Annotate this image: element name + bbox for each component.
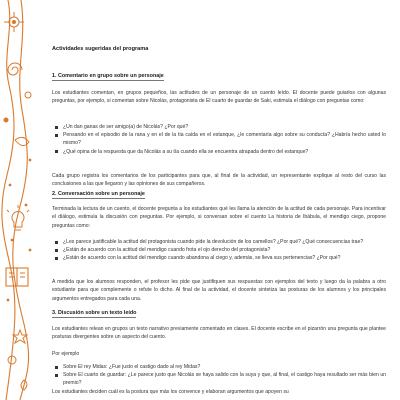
section-1-intro: Los estudiantes comentan, en grupos pequeños, las actitudes de un personaje de un cuento leído. El docente puede guiarlos con algunas preguntas, por ejemplo, si comentan sobre Nicolás, protagonista de El cuarto de guardar de Saki, estimula el diálogo con preguntas como: <box>52 90 386 105</box>
section-1-questions <box>52 123 386 156</box>
doodle-flower-icon <box>4 12 24 32</box>
section-1-closing: Cada grupo registra los comentarios de los participantes para que, al final de la actividad, un representante explique al resto del curso las conclusiones a las que llegaron y las opiniones de sus compañeros. <box>52 173 386 188</box>
section-3-questions <box>52 363 386 388</box>
decorative-border <box>0 0 40 400</box>
list-item: ¿Un dan ganas de ser amigo(a) de Nicolás? ¿Por qué? <box>52 123 386 131</box>
section-2-intro: Terminada la lectura de un cuento, el docente pregunta a los estudiantes qué les llama la atención de la actitud de cada personaje. Para incentivar el diálogo, estimula la discusión con preguntas. Por ejemplo, si conversan sobre el cuento La historia de Ibábula, el mendigo ciego, propone preguntas como: <box>52 206 386 229</box>
section-2-questions <box>52 238 386 263</box>
list-item: ¿Qué opina de la respuesta que da Nicolás a su tía cuando ella se encuentra atrapada dentro del estanque? <box>52 148 386 156</box>
doodle-book-icon <box>6 268 28 286</box>
doodle-lightbulb-icon <box>7 205 29 230</box>
section-heading-1: 1. Comentario en grupo sobre un personaje <box>52 73 164 79</box>
section-3-closing: Los estudiantes deciden cuál es la postura que más los convence y elaboran argumentos que apoyen su <box>52 389 289 395</box>
list-item: Sobre El cuarto de guardar: ¿Le parece justo que Nicolás se haya salido con la suya y que, al final, el castigo haya resultado ser más bien un premio? <box>52 371 386 387</box>
list-item: ¿Les parece justificable la actitud del protagonista cuando pide la devolución de los camellos? ¿Por qué? ¿Qué consecuencias trae? <box>52 238 386 246</box>
section-2-closing: A medida que los alumnos responden, el profesor les pide que justifiquen sus respuestas con ejemplos del texto y luego da la palabra a otro estudiante para que complemente o refute lo dicho. Al final de la actividad, el docente sintetiza las posturas de los alumnos y los principales argumentos entregados para cada una. <box>52 279 386 302</box>
document-title: Actividades sugeridas del programa <box>52 46 149 52</box>
document-body <box>52 0 388 400</box>
section-3-example-label: Por ejemplo <box>52 351 80 357</box>
list-item: ¿Están de acuerdo con la actitud del mendigo cuando frota el ojo derecho del protagonista? <box>52 246 386 254</box>
list-item: Sobre El rey Midas: ¿Fue justo el castigo dado al rey Midas? <box>52 363 386 371</box>
doodle-spiral-icon <box>4 63 31 146</box>
list-item: Pensando en el episodio de la rana y en el de la tía caída en el estanque, ¿le comentaría algo sobre su conducta? ¿Habría hecho usted lo mismo? <box>52 131 386 147</box>
section-heading-2: 2. Conversación sobre un personaje <box>52 191 145 197</box>
list-item: ¿Están de acuerdo con la actitud del mendigo cuando abandona al ciego y, además, se lleva sus pertenencias? ¿Por qué? <box>52 254 386 262</box>
section-heading-3: 3. Discusión sobre un texto leído <box>52 310 137 316</box>
section-3-intro: Los estudiantes relean en grupos un texto narrativo previamente comentado en clases. El docente escribe en el pizarrón una pregunta que plantee posturas divergentes sobre un aspecto del cuento. <box>52 326 386 341</box>
